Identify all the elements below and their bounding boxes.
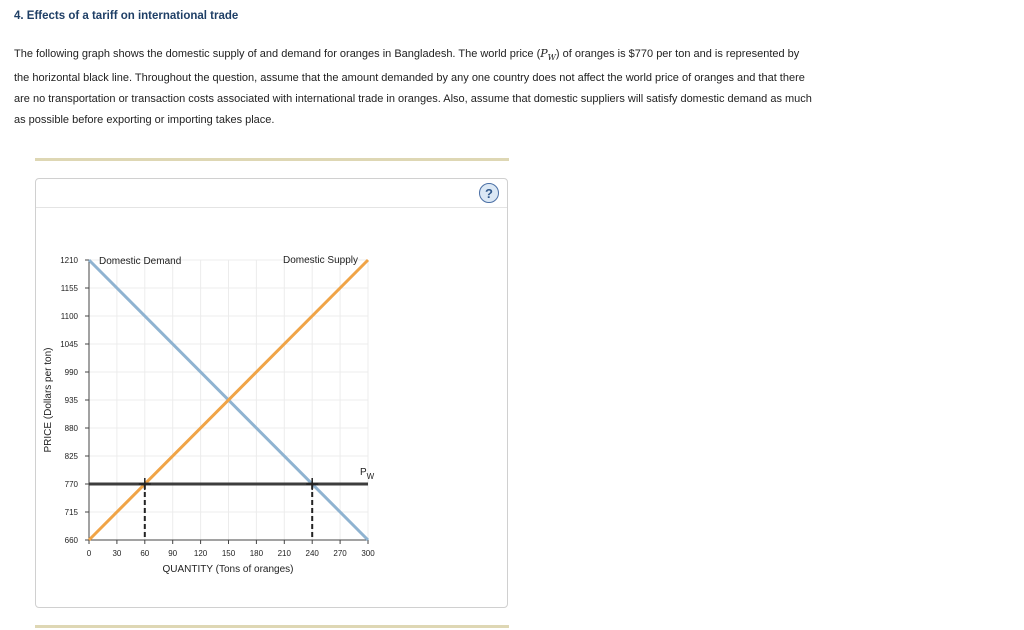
x-tick-label-150: 150 bbox=[221, 549, 236, 558]
y-tick-label-825: 825 bbox=[64, 452, 78, 461]
supply-curve-label: Domestic Supply bbox=[282, 255, 358, 266]
y-tick-label-935: 935 bbox=[64, 396, 78, 405]
y-tick-label-1155: 1155 bbox=[60, 284, 78, 293]
x-tick-label-60: 60 bbox=[140, 549, 150, 558]
intro-text-part1: The following graph shows the domestic supply of and demand for oranges in Bangladesh. The world price ( bbox=[14, 48, 541, 60]
y-tick-label-990: 990 bbox=[64, 368, 78, 377]
y-tick-label-880: 880 bbox=[64, 424, 78, 433]
x-tick-label-120: 120 bbox=[193, 549, 208, 558]
bottom-divider bbox=[35, 625, 509, 628]
world-price-symbol: $P_W$ bbox=[540, 47, 556, 63]
demand-curve-label: Domestic Demand bbox=[99, 256, 182, 267]
question-title: 4. Effects of a tariff on international trade bbox=[14, 10, 239, 22]
x-tick-label-270: 270 bbox=[333, 549, 347, 558]
intro-text-part2: ) of oranges is $770 per ton and is represented by the horizontal black line. Throughout the question, assume that the amount demanded by any one country does not affect the world price of oranges and that there are no transportation or transaction costs associated with international trade in oranges. Also, assume that domestic suppliers will satisfy domestic demand as much as possible before exporting or importing takes place. bbox=[14, 48, 812, 127]
help-button[interactable]: ? bbox=[479, 183, 499, 203]
x-tick-label-300: 300 bbox=[361, 549, 375, 558]
world-price-label: $P_W$ bbox=[360, 467, 375, 481]
x-tick-label-210: 210 bbox=[277, 549, 291, 558]
y-tick-label-1045: 1045 bbox=[60, 340, 78, 349]
y-tick-label-1210: 1210 bbox=[60, 256, 78, 265]
y-tick-label-660: 660 bbox=[64, 536, 78, 545]
y-axis-title: PRICE (Dollars per ton) bbox=[43, 347, 54, 453]
x-tick-label-240: 240 bbox=[305, 549, 319, 558]
x-axis-title: QUANTITY (Tons of oranges) bbox=[162, 564, 294, 575]
y-tick-label-1100: 1100 bbox=[60, 312, 78, 321]
x-tick-label-30: 30 bbox=[112, 549, 122, 558]
y-tick-label-770: 770 bbox=[64, 480, 78, 489]
y-tick-label-715: 715 bbox=[64, 508, 78, 517]
x-tick-label-180: 180 bbox=[249, 549, 264, 558]
x-tick-label-90: 90 bbox=[168, 549, 178, 558]
x-tick-label-0: 0 bbox=[86, 549, 92, 558]
